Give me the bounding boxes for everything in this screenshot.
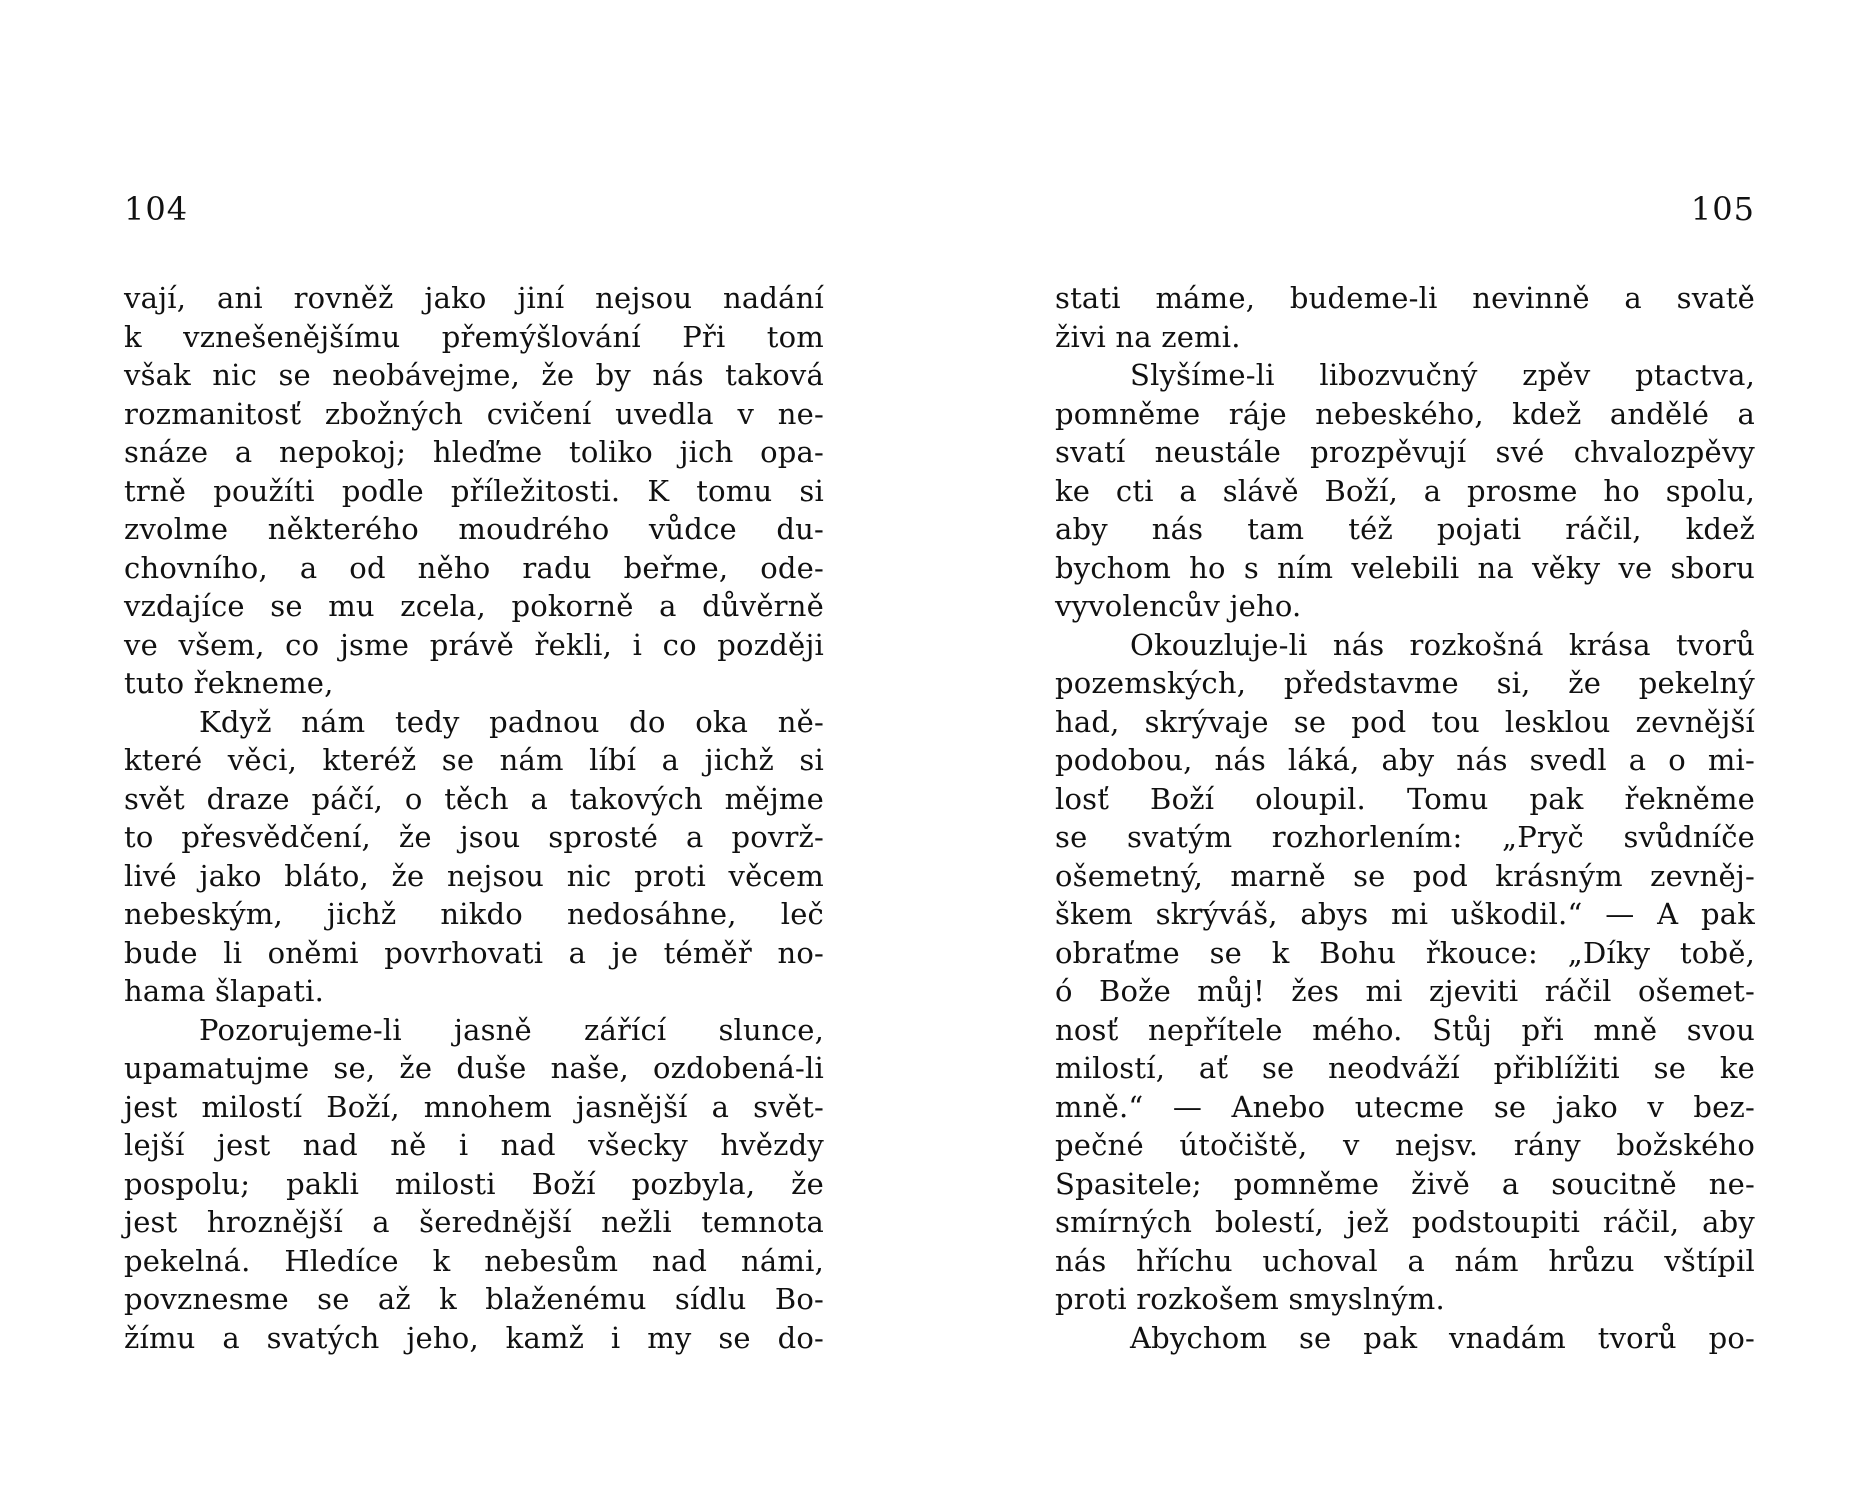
left-page	[124, 0, 824, 1500]
text-line: zvolme některého moudrého vůdce du-	[124, 512, 824, 546]
text-line: vyvolencův jeho.	[1055, 589, 1302, 623]
text-line: pečné útočiště, v nejsv. rány božského	[1055, 1128, 1755, 1162]
text-line: stati máme, budeme-li nevinně a svatě	[1055, 281, 1755, 315]
text-line: aby nás tam též pojati ráčil, kdež	[1055, 512, 1755, 546]
page-body	[124, 279, 824, 1357]
text-line: proti rozkošem smyslným.	[1055, 1282, 1445, 1316]
text-line: škem skrýváš, abys mi uškodil.“ — A pak	[1055, 897, 1755, 931]
text-line: vzdajíce se mu zcela, pokorně a důvěrně	[124, 589, 824, 623]
text-line: ke cti a slávě Boží, a prosme ho spolu,	[1055, 473, 1755, 508]
text-line: Pozorujeme-li jasně zářící slunce,	[199, 1012, 824, 1047]
text-line: chovního, a od něho radu beřme, ode-	[124, 550, 824, 585]
text-line: tuto řekneme,	[124, 666, 334, 700]
text-line: které věci, kteréž se nám líbí a jichž si	[124, 743, 824, 777]
text-line: podobou, nás láká, aby nás svedl a o mi-	[1055, 743, 1755, 777]
text-line: milostí, ať se neodváží přiblížiti se ke	[1055, 1051, 1755, 1085]
text-line: svět draze páčí, o těch a takových mějme	[124, 781, 824, 816]
text-line: nebeským, jichž nikdo nedosáhne, leč	[124, 897, 824, 931]
text-line: Když nám tedy padnou do oka ně-	[199, 704, 824, 739]
text-line: Spasitele; pomněme živě a soucitně ne-	[1055, 1166, 1755, 1201]
text-line: rozmanitosť zbožných cvičení uvedla v ne-	[124, 396, 824, 431]
text-line: se svatým rozhorlením: „Pryč svůdníče	[1055, 820, 1755, 854]
text-line: bychom ho s ním velebili na věky ve sboru	[1055, 550, 1755, 585]
text-line: vají, ani rovněž jako jiní nejsou nadání	[124, 281, 824, 315]
text-line: jest milostí Boží, mnohem jasnější a svět-	[124, 1089, 824, 1124]
text-line: nosť nepřítele mého. Stůj při mně svou	[1055, 1012, 1755, 1047]
text-line: jest hroznější a šerednější nežli temnota	[124, 1205, 824, 1239]
text-line: živi na zemi.	[1055, 319, 1241, 354]
text-line: povznesme se až k blaženému sídlu Bo-	[124, 1282, 824, 1316]
text-line: trně použíti podle příležitosti. K tomu si	[124, 473, 824, 508]
text-line: k vznešenějšímu přemýšlování Při tom	[124, 319, 824, 354]
text-line: losť Boží oloupil. Tomu pak řekněme	[1055, 781, 1755, 816]
text-line: svatí neustále prozpěvují své chvalozpěvy	[1055, 435, 1755, 469]
text-line: pekelná. Hledíce k nebesům nad námi,	[124, 1243, 824, 1278]
page-number: 105	[1690, 190, 1755, 228]
text-line: ve všem, co jsme právě řekli, i co později	[124, 627, 824, 662]
text-line: lejší jest nad ně i nad všecky hvězdy	[124, 1128, 824, 1162]
text-line: livé jako bláto, že nejsou nic proti věcem	[124, 858, 824, 893]
text-line: pozemských, představme si, že pekelný	[1055, 666, 1755, 700]
text-line: hama šlapati.	[124, 974, 325, 1008]
text-line: snáze a nepokoj; hleďme toliko jich opa-	[124, 435, 824, 469]
text-line: mně.“ — Anebo utecme se jako v bez-	[1055, 1089, 1755, 1124]
page-body	[1055, 279, 1755, 1357]
right-page	[1055, 0, 1755, 1500]
page-number: 104	[124, 190, 189, 228]
text-line: Slyšíme-li libozvučný zpěv ptactva,	[1130, 358, 1755, 392]
text-line: pospolu; pakli milosti Boží pozbyla, že	[124, 1166, 824, 1201]
text-line: však nic se neobávejme, že by nás taková	[124, 358, 824, 392]
text-line: bude li oněmi povrhovati a je téměř no-	[124, 935, 824, 970]
text-line: had, skrývaje se pod tou lesklou zevnější	[1055, 704, 1755, 739]
text-line: Abychom se pak vnadám tvorů po-	[1130, 1320, 1755, 1355]
text-line: ošemetný, marně se pod krásným zevněj-	[1055, 858, 1755, 893]
text-line: obraťme se k Bohu řkouce: „Díky tobě,	[1055, 935, 1755, 970]
text-line: upamatujme se, že duše naše, ozdobená-li	[124, 1051, 824, 1085]
text-line: smírných bolestí, jež podstoupiti ráčil, aby	[1055, 1205, 1755, 1239]
text-line: ó Bože můj! žes mi zjeviti ráčil ošemet-	[1055, 974, 1755, 1008]
text-line: to přesvědčení, že jsou sprosté a povrž-	[124, 820, 824, 854]
text-line: nás hříchu uchoval a nám hrůzu vštípil	[1055, 1243, 1755, 1278]
text-line: Okouzluje-li nás rozkošná krása tvorů	[1130, 627, 1755, 662]
text-line: žímu a svatých jeho, kamž i my se do-	[124, 1320, 824, 1355]
text-line: pomněme ráje nebeského, kdež andělé a	[1055, 396, 1755, 431]
